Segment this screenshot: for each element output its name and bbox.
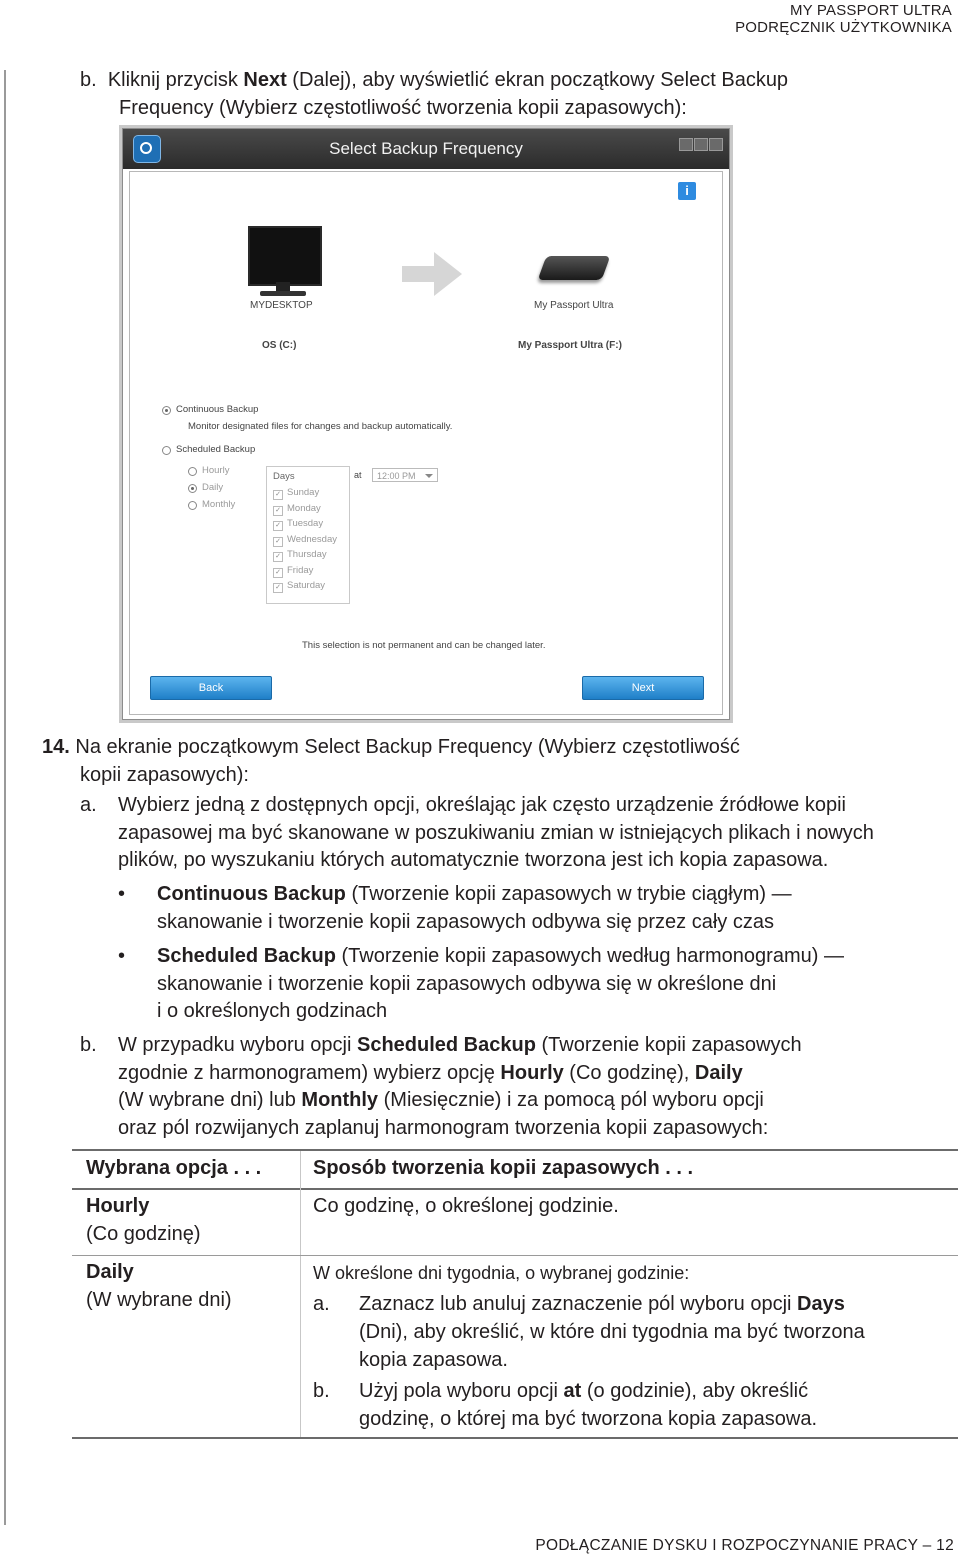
table-sub-a-marker: a. [313, 1293, 330, 1315]
day-checkbox[interactable]: ✓ Monday [273, 503, 321, 516]
bullet-scheduled: Scheduled Backup (Tworzenie kopii zapasowych według harmonogramu) — skanowanie i tworzenie kopii zapasowych odbywa się w określone dni i o określonych godzinach [157, 945, 844, 1022]
table-column-divider [300, 1151, 301, 1438]
scheduled-label: Scheduled Backup [176, 444, 256, 455]
window-title: Select Backup Frequency [329, 139, 523, 158]
intro-step: b. Kliknij przycisk Next (Dalej), aby wyświetlić ekran początkowy Select Backup Frequency (Wybierz częstotliwość tworzenia kopii zapasowych): [80, 69, 789, 119]
days-box [266, 466, 350, 604]
table-row-rule [72, 1255, 958, 1256]
table-row-desc: Co godzinę, o określonej godzinie. [313, 1195, 619, 1217]
header-manual: PODRĘCZNIK UŻYTKOWNIKA [735, 19, 952, 36]
scheduled-radio[interactable] [162, 446, 171, 455]
item-b-marker: b. [80, 1034, 97, 1056]
days-label: Days [273, 471, 295, 482]
at-label: at [354, 470, 362, 480]
item-b-text: W przypadku wyboru opcji Scheduled Backup (Tworzenie kopii zapasowych zgodnie z harmonogramem) wybierz opcję Hourly (Co godzinę), Daily (W wybrane dni) lub Monthly (Miesięcznie) i za pomocą pól wyboru opcji oraz pól rozwijanych zaplanuj harmonogram tworzenia kopii zapasowych: [118, 1034, 802, 1139]
daily-label: Daily [202, 482, 224, 493]
time-select[interactable]: 12:00 PM [372, 468, 438, 482]
monthly-radio[interactable] [188, 501, 197, 510]
table-bottom-rule [72, 1437, 958, 1439]
page-header [735, 2, 952, 36]
source-name: MYDESKTOP [250, 300, 313, 311]
monthly-label: Monthly [202, 499, 236, 510]
continuous-radio[interactable] [162, 406, 171, 415]
target-volume: My Passport Ultra (F:) [518, 340, 622, 351]
hourly-label: Hourly [202, 465, 230, 476]
table-top-rule [72, 1149, 958, 1151]
info-icon[interactable]: i [678, 182, 696, 200]
continuous-desc: Monitor designated files for changes and backup automatically. [188, 421, 453, 432]
day-checkbox[interactable]: ✓ Wednesday [273, 534, 337, 547]
day-checkbox[interactable]: ✓ Friday [273, 565, 313, 578]
step-14: 14. Na ekranie początkowym Select Backup Frequency (Wybierz częstotliwość kopii zapasowych): [42, 736, 740, 786]
source-volume: OS (C:) [262, 340, 297, 351]
header-product: MY PASSPORT ULTRA [789, 2, 952, 19]
bullet-continuous: Continuous Backup (Tworzenie kopii zapasowych w trybie ciągłym) — skanowanie i tworzenie kopii zapasowych odbywa się przez cały czas [157, 883, 792, 933]
table-sub-b-text: Użyj pola wyboru opcji at (o godzinie), aby określić godzinę, o której ma być tworzona kopia zapasowa. [359, 1380, 818, 1430]
table-header-rule [72, 1188, 958, 1190]
daily-radio[interactable] [188, 484, 197, 493]
day-checkbox[interactable]: ✓ Tuesday [273, 518, 323, 531]
day-checkbox[interactable]: ✓ Thursday [273, 549, 327, 562]
table-sub-a-text: Zaznacz lub anuluj zaznaczenie pól wyboru opcji Days (Dni), aby określić, w które dni tygodnia ma być tworzona kopia zapasowa. [359, 1293, 865, 1371]
target-name: My Passport Ultra [534, 300, 614, 311]
window-content [129, 171, 723, 715]
continuous-label: Continuous Backup [176, 404, 259, 415]
passport-drive-icon [538, 256, 611, 280]
table-header-method: Sposób tworzenia kopii zapasowych . . . [313, 1157, 694, 1179]
table-row: Daily (W wybrane dni) [86, 1261, 232, 1311]
minimize-icon[interactable] [679, 138, 693, 151]
desktop-monitor-icon [248, 226, 322, 286]
bullet-marker: • [118, 883, 126, 905]
app-screenshot [122, 128, 730, 720]
item-a-text: Wybierz jedną z dostępnych opcji, określając jak często urządzenie źródłowe kopii zapasowej ma być skanowane w poszukiwaniu zmian w istniejących plikach i nowych plików, po wyszukaniu których automatycznie tworzona jest ich kopia zapasowa. [118, 794, 874, 871]
back-button[interactable]: Back [150, 676, 272, 700]
window-titlebar [123, 129, 729, 169]
day-checkbox[interactable]: ✓ Saturday [273, 580, 325, 593]
arrow-right-icon [402, 252, 462, 296]
page-footer: PODŁĄCZANIE DYSKU I ROZPOCZYNANIE PRACY – 12 [535, 1537, 954, 1554]
next-button[interactable]: Next [582, 676, 704, 700]
margin-rule [4, 70, 6, 1525]
close-icon[interactable] [709, 138, 723, 151]
table-row-desc: W określone dni tygodnia, o wybranej godzinie: [313, 1263, 690, 1283]
table-sub-b-marker: b. [313, 1380, 330, 1402]
table-row: Hourly (Co godzinę) [86, 1195, 201, 1245]
table-header-option: Wybrana opcja . . . [86, 1157, 262, 1179]
day-checkbox[interactable]: ✓ Sunday [273, 487, 319, 500]
bullet-marker: • [118, 945, 126, 967]
selection-note: This selection is not permanent and can be changed later. [302, 640, 546, 651]
hourly-radio[interactable] [188, 467, 197, 476]
maximize-icon[interactable] [694, 138, 708, 151]
item-a-marker: a. [80, 794, 97, 816]
